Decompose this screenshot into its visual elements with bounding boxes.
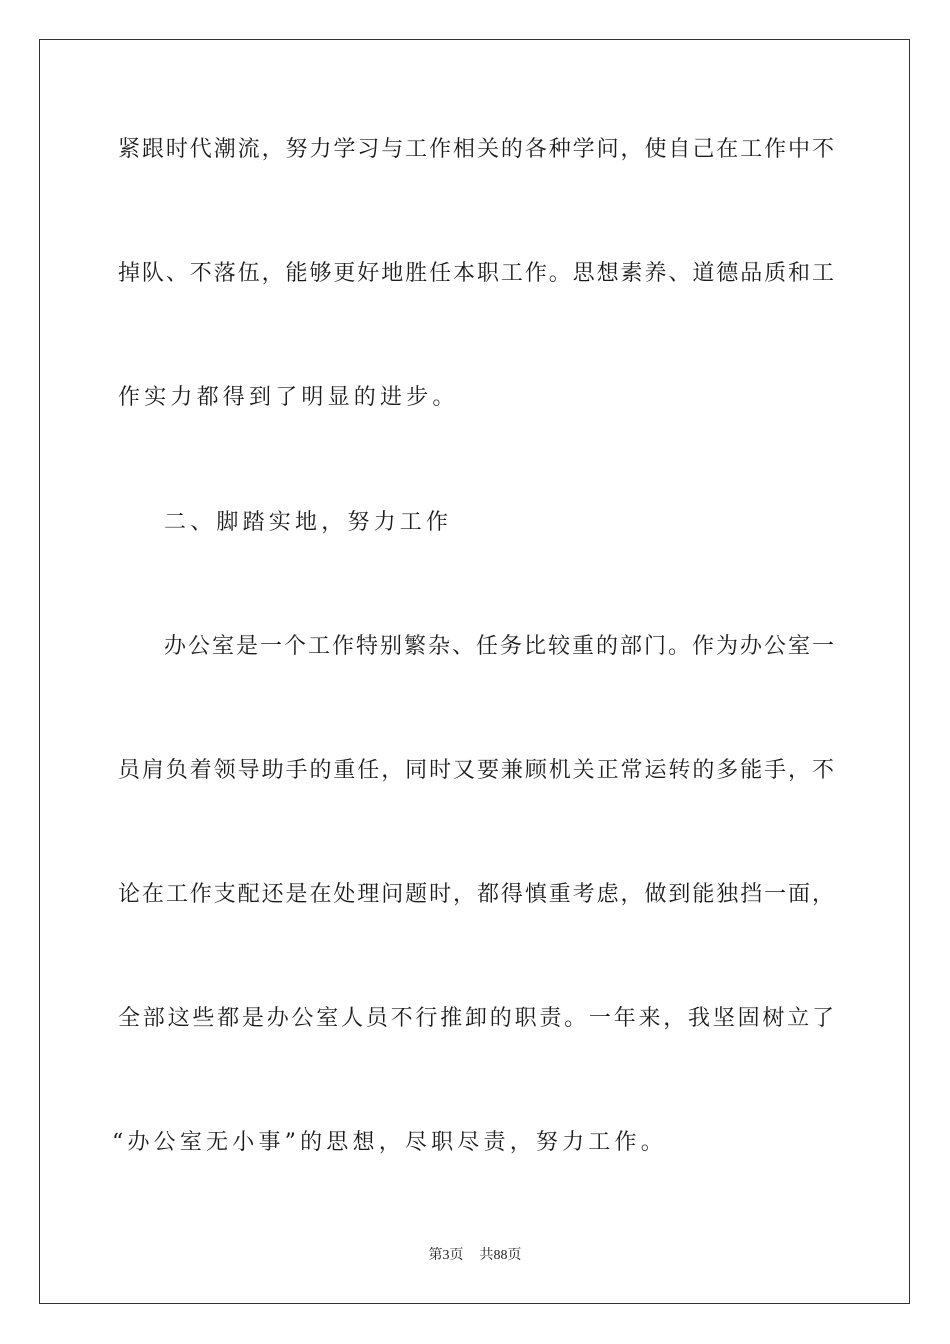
page-border <box>39 39 910 1304</box>
page-footer <box>0 1247 950 1265</box>
page-total: 共88页 <box>479 1248 522 1263</box>
page-number: 第3页 <box>428 1248 464 1263</box>
section-heading: 二、脚踏实地，努力工作 <box>164 510 453 535</box>
body-line-5: 员肩负着领导助手的重任，同时又要兼顾机关正常运转的多能手，不 <box>118 758 834 783</box>
body-line-7: 全部这些都是办公室人员不行推卸的职责。一年来，我坚固树立了 <box>118 1006 834 1031</box>
body-line-3: 作实力都得到了明显的进步。 <box>118 385 459 410</box>
body-line-6: 论在工作支配还是在处理问题时，都得慎重考虑，做到能独挡一面， <box>118 882 834 907</box>
body-line-1: 紧跟时代潮流，努力学习与工作相关的各种学问，使自己在工作中不 <box>118 137 834 162</box>
body-line-2: 掉队、不落伍，能够更好地胜任本职工作。思想素养、道德品质和工 <box>118 261 834 286</box>
body-line-4: 办公室是一个工作特别繁杂、任务比较重的部门。作为办公室一 <box>164 634 834 659</box>
body-line-8: “办公室无小事”的思想，尽职尽责，努力工作。 <box>112 1130 667 1155</box>
